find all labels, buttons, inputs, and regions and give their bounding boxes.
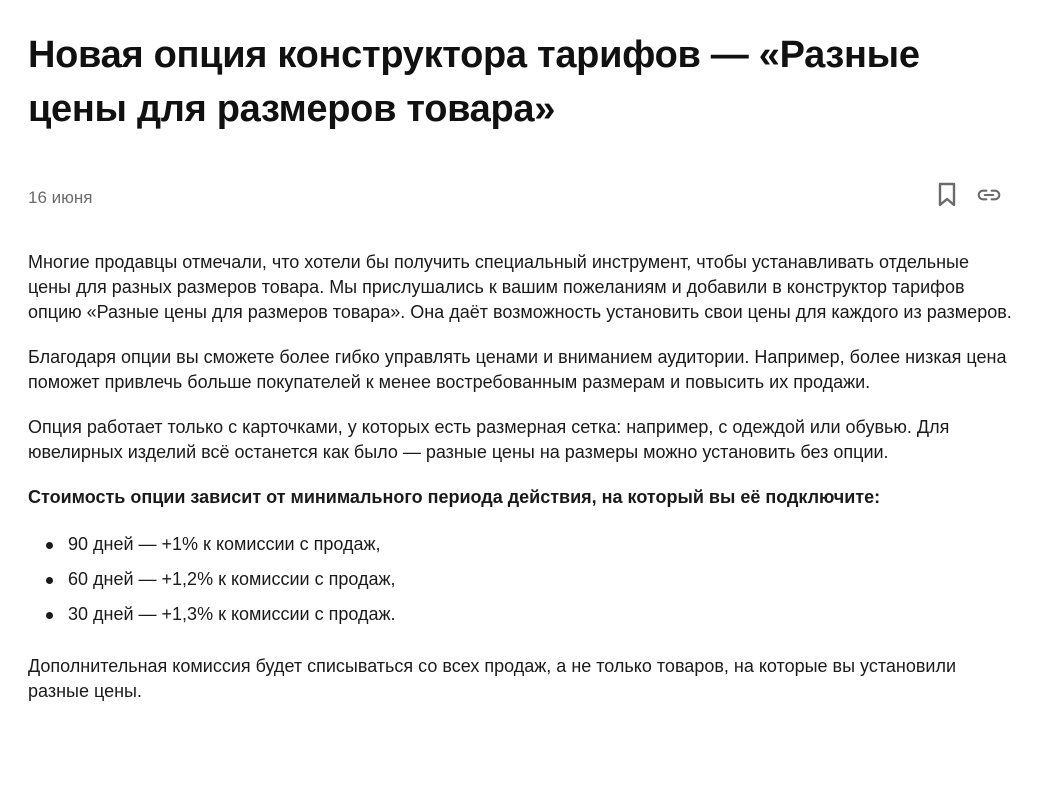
paragraph: Благодаря опции вы сможете более гибко управлять ценами и вниманием аудитории. Например, более низкая цена поможет привлечь больше покупателей к менее востребованным размерам и повысить их продажи. (28, 347, 1007, 392)
bookmark-icon (937, 182, 957, 208)
bookmark-button[interactable] (935, 180, 959, 210)
page-title: Новая опция конструктора тарифов — «Разные цены для размеров товара» (28, 34, 920, 130)
cost-heading: Стоимость опции зависит от минимального периода действия, на который вы её подключите: (28, 487, 881, 507)
bullet-icon (46, 542, 53, 549)
list-item-text: 60 дней — +1,2% к комиссии с продаж, (68, 569, 396, 589)
cost-list (28, 532, 1015, 627)
copy-link-button[interactable] (977, 180, 1001, 210)
list-item (28, 567, 1015, 592)
publish-date: 16 июня (28, 188, 93, 207)
paragraph: Многие продавцы отмечали, что хотели бы получить специальный инструмент, чтобы устанавливать отдельные цены для разных размеров товара. Мы прислушались к вашим пожеланиям и добавили в конструктор тарифов опцию «Разные цены для размеров товара». Она даёт возможность установить свои цены для каждого из размеров. (28, 252, 1012, 322)
link-icon (977, 187, 1001, 203)
article-body (28, 250, 1015, 704)
bullet-icon (46, 577, 53, 584)
footer-paragraph: Дополнительная комиссия будет списываться со всех продаж, а не только товаров, на которые вы установили разные цены. (28, 656, 957, 701)
list-item (28, 602, 1015, 627)
list-item-text: 30 дней — +1,3% к комиссии с продаж. (68, 604, 396, 624)
article-actions (935, 180, 1001, 210)
paragraph: Опция работает только с карточками, у которых есть размерная сетка: например, с одеждой или обувью. Для ювелирных изделий всё останется как было — разные цены на размеры можно установить без опции. (28, 417, 950, 462)
list-item (28, 532, 1015, 557)
list-item-text: 90 дней — +1% к комиссии с продаж, (68, 534, 381, 554)
bullet-icon (46, 612, 53, 619)
article-meta (28, 180, 1015, 216)
